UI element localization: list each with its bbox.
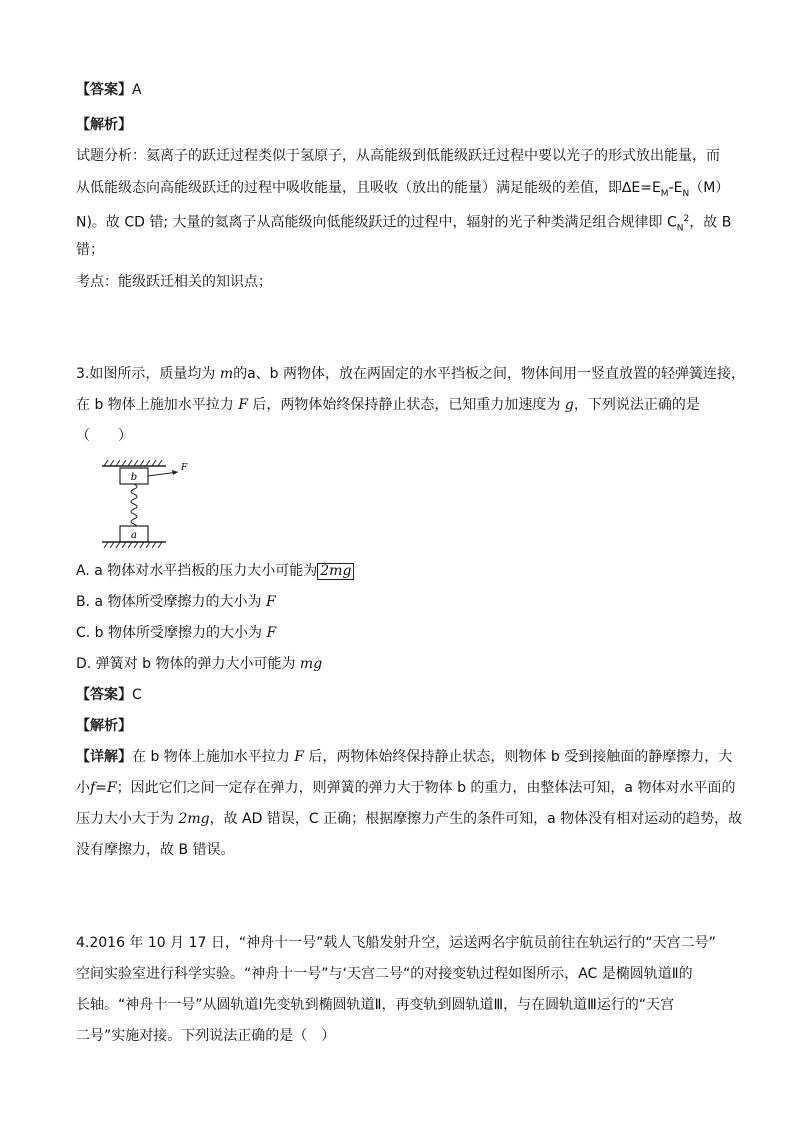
boxed-value: 2mg — [317, 563, 354, 580]
superscript: 2 — [683, 214, 690, 224]
answer-label: 【答案】 — [76, 82, 132, 98]
var-g: g — [564, 397, 574, 413]
text: 从低能级态向高能级跃迁的过程中吸收能量，且吸收（放出的能量）满足能级的差值，即∆E=E — [76, 180, 661, 196]
text: N)。故 CD 错; 大量的氦离子从高能级向低能级跃迁的过程中，辐射的光子种类满足组合规律即 C — [76, 214, 677, 231]
text: 在 b 物体上施加水平拉力 — [132, 749, 295, 765]
q3-detail-line-4: 没有摩擦力，故 B 错误。 — [76, 842, 235, 858]
var-F: F — [238, 397, 248, 413]
q4-stem-line-2: 空间实验室进行科学实验。“神舟十一号”与‘天宫二号“的对接变轨过程如图所示，AC 是椭圆轨道Ⅱ的 — [76, 966, 693, 982]
text: 的a、b 两物体，放在两固定的水平挡板之间，物体间用一竖直放置的轻弹簧连接， — [233, 366, 746, 382]
subscript: N — [676, 223, 684, 234]
analysis-label: 【解析】 — [76, 117, 132, 133]
q4-stem-line-4: 二号”实施对接。下列说法正确的是（ ） — [76, 1028, 336, 1044]
q2-answer-line — [76, 80, 142, 100]
text: C. b 物体所受摩擦力的大小为 — [76, 625, 267, 641]
text: -E — [668, 180, 683, 196]
text: 小 — [76, 780, 90, 796]
text: 在 b 物体上施加水平拉力 — [76, 397, 239, 413]
answer-value: C — [132, 687, 142, 703]
q3-option-c — [76, 623, 276, 643]
text: 压力大小大于为 — [76, 811, 179, 827]
answer-value: A — [132, 82, 142, 98]
subscript: M — [660, 188, 669, 199]
var-F: F — [265, 594, 276, 610]
text: （M） — [689, 180, 730, 196]
var-mg: mg — [299, 656, 323, 672]
text: 后，两物体始终保持静止状态，则物体 b 受到接触面的静摩擦力，大 — [303, 749, 733, 765]
var-F: F — [266, 625, 277, 641]
q2-kaodian: 考点：能级跃迁相关的知识点； — [76, 274, 272, 290]
q2-analysis-label — [76, 115, 132, 135]
q3-answer-line — [76, 685, 142, 705]
detail-label: 【详解】 — [76, 749, 132, 765]
text: ；因此它们之间一定存在弹力，则弹簧的弹力大于物体 b 的重力，由整体法可知，a 物体对水平面的 — [116, 780, 736, 796]
q3-option-d — [76, 654, 322, 674]
q3-detail-line-3 — [76, 809, 742, 829]
q3-detail-line-1 — [76, 747, 732, 767]
text: A. a 物体对水平挡板的压力大小可能为 — [76, 563, 318, 579]
var-2mg: 2mg — [178, 811, 210, 827]
q3-stem-line-1 — [76, 364, 745, 384]
subscript: N — [682, 188, 690, 199]
block-b-label: b — [130, 472, 138, 483]
text: ，故 AD 错误，C 正确；根据摩擦力产生的条件可知，a 物体没有相对运动的趋势，故 — [209, 811, 743, 827]
bottom-plate — [102, 542, 166, 548]
q4-stem-line-3: 长轴。“神舟十一号”从圆轨道Ⅰ先变轨到椭圆轨道Ⅱ，再变轨到圆轨道Ⅲ，与在圆轨道Ⅲ运行的“天宫 — [76, 997, 675, 1013]
q3-option-a — [76, 561, 354, 581]
analysis-label: 【解析】 — [76, 718, 132, 734]
q2-analysis-line-3 — [76, 209, 731, 238]
q2-analysis-line-4: 错； — [76, 242, 104, 258]
var-m: m — [219, 366, 234, 382]
force-label: F — [181, 463, 188, 473]
text: 3.如图所示，质量均为 — [76, 366, 220, 382]
q3-analysis-label — [76, 716, 132, 736]
block-a-label: a — [131, 530, 137, 541]
arrow-head — [172, 470, 178, 475]
q3-detail-line-2 — [76, 778, 735, 798]
q3-stem-line-2 — [76, 395, 700, 415]
text: ，故 B — [689, 214, 732, 231]
q3-stem-line-3: （ ） — [76, 428, 132, 444]
q3-option-b — [76, 592, 276, 612]
spring-block-figure — [98, 458, 198, 550]
text: B. a 物体所受摩擦力的大小为 — [76, 594, 266, 610]
q2-analysis-line-2 — [76, 178, 729, 204]
q4-stem-line-1: 4.2016 年 10 月 17 日，“神舟十一号”载人飞船发射升空，运送两名宇航员前往在轨运行的“天宫二号” — [76, 935, 716, 951]
answer-label: 【答案】 — [76, 687, 132, 703]
q2-analysis-line-1: 试题分析：氦离子的跃迁过程类似于氢原子，从高能级到低能级跃迁过程中要以光子的形式放出能量，而 — [76, 148, 720, 164]
text: ，下列说法正确的是 — [573, 397, 700, 413]
var-fF: f=F — [90, 780, 117, 796]
spring — [131, 484, 137, 528]
text: 后，两物体始终保持静止状态，已知重力加速度为 — [247, 397, 565, 413]
text: D. 弹簧对 b 物体的弹力大小可能为 — [76, 656, 300, 672]
var-F: F — [294, 749, 304, 765]
top-plate — [102, 460, 166, 466]
